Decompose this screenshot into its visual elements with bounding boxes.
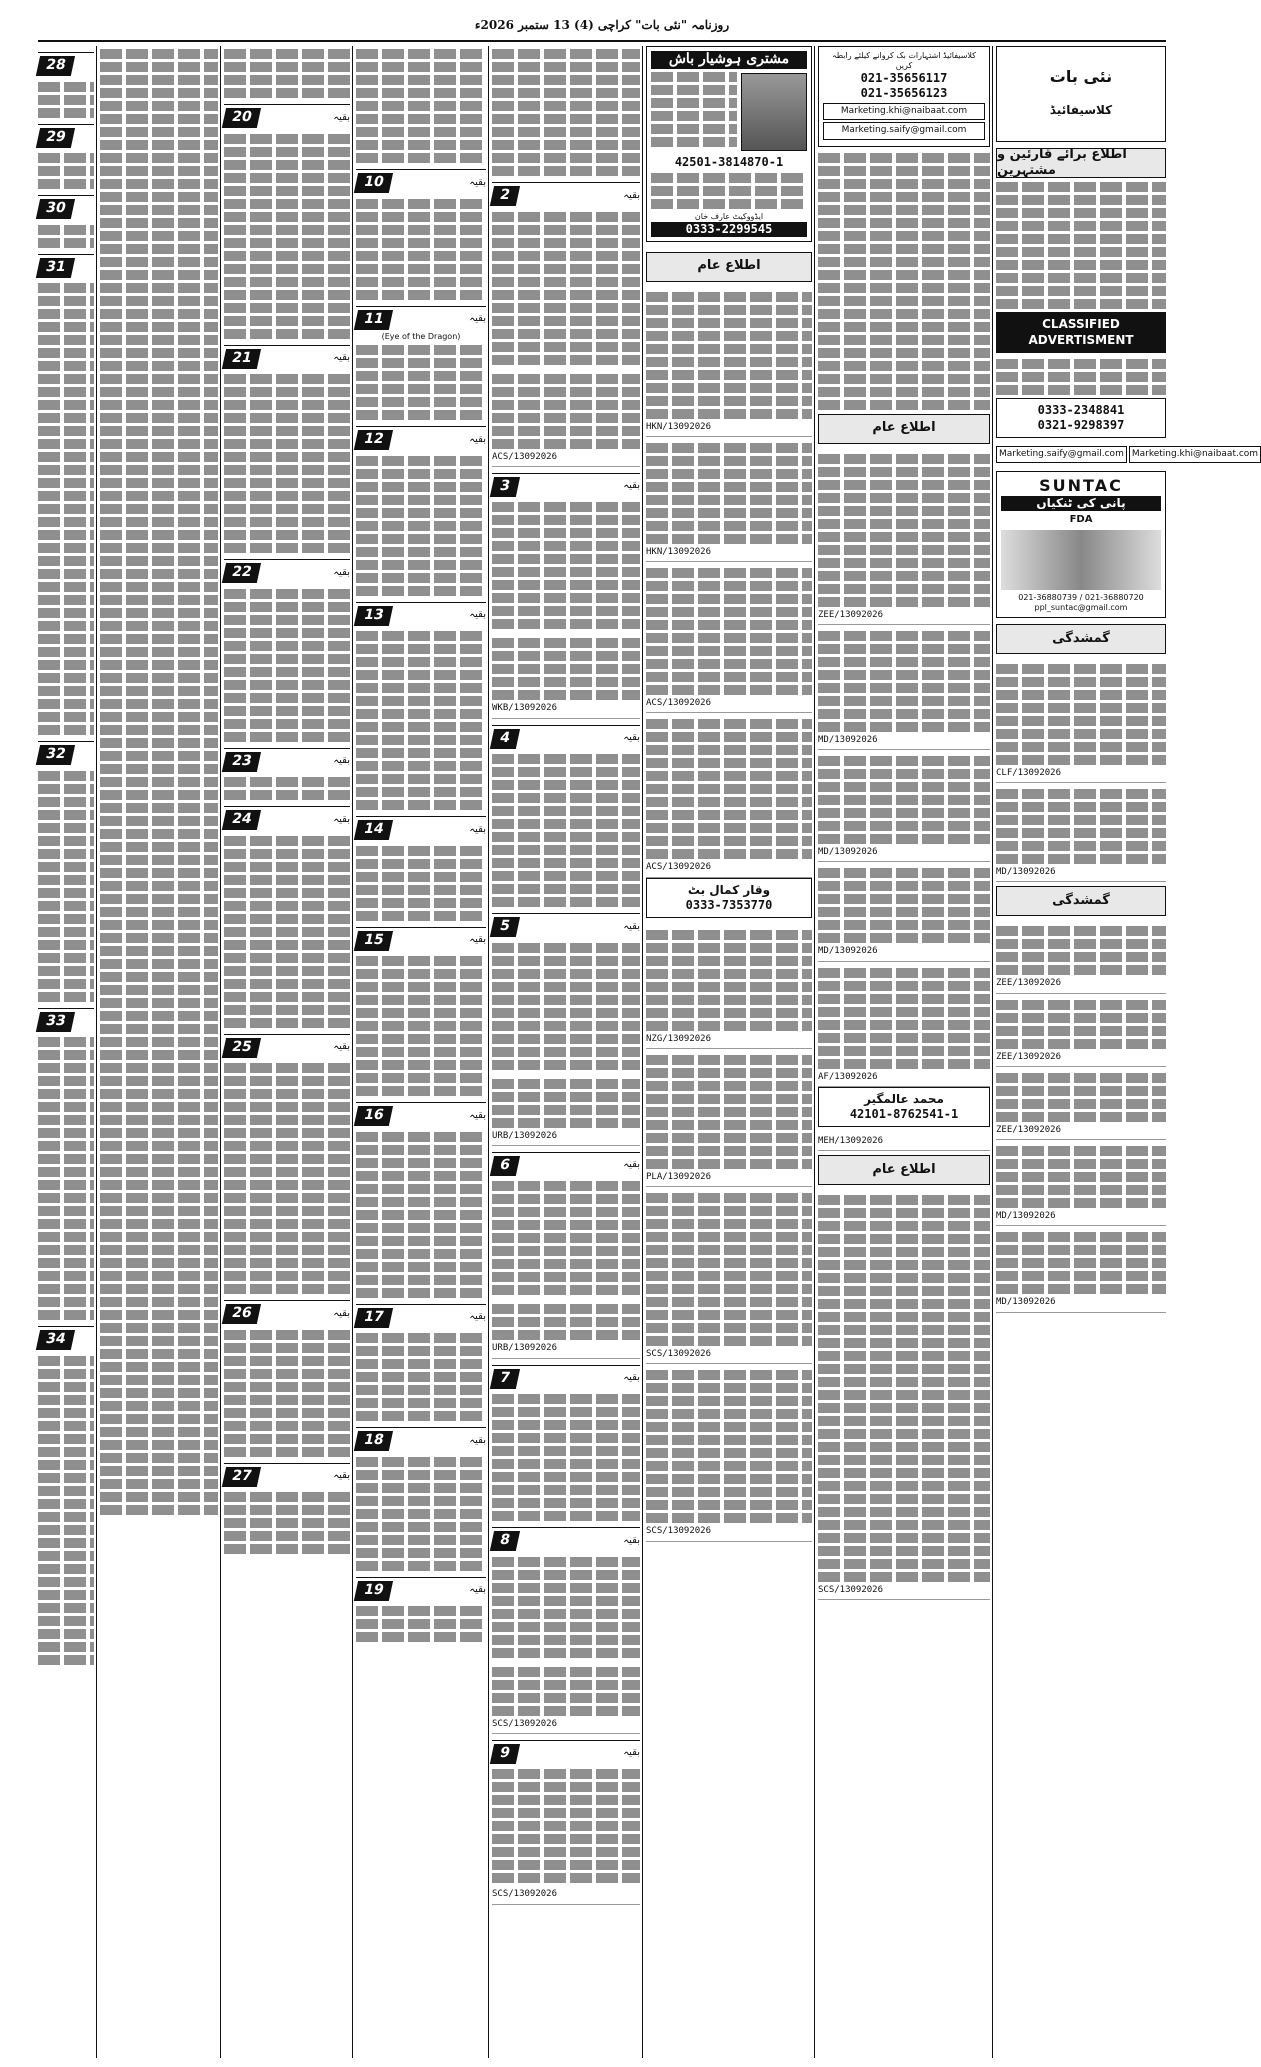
continued-marker [356, 602, 486, 629]
notice-item [996, 1067, 1166, 1140]
brand-name: نئی بات [1049, 67, 1113, 86]
notice-item [492, 1661, 640, 1734]
notice-item [818, 862, 990, 961]
continued-number: 11 [354, 310, 394, 330]
continued-number: 24 [222, 810, 262, 830]
continued-number: 23 [222, 752, 262, 772]
notice-ref: SCS/13092026 [646, 1526, 712, 1537]
continued-label: بقیہ [469, 433, 486, 445]
notice-item [818, 1189, 990, 1600]
continued-marker [224, 1463, 350, 1490]
notice-ref: ZEE/13092026 [818, 609, 884, 620]
continued-label: بقیہ [469, 934, 486, 945]
suntac-web: ppl_suntac@gmail.com [1034, 602, 1128, 612]
lawyer-phone: 0333-7353770 [685, 897, 773, 912]
article-text [38, 771, 94, 1002]
column-continued-5 [356, 46, 486, 2058]
article-text [224, 836, 350, 1028]
continued-marker [356, 1102, 486, 1129]
column-rule [992, 46, 993, 2058]
continued-marker [492, 1152, 640, 1179]
notice-ref: ZEE/13092026 [996, 1051, 1062, 1062]
continued-marker [38, 52, 94, 79]
article-text [38, 283, 94, 735]
classified-heading-text: CLASSIFIED ADVERTISMENT [1028, 317, 1134, 347]
notice-ref: CLF/13092026 [996, 767, 1062, 778]
continued-label: بقیہ [469, 313, 486, 324]
continued-label: بقیہ [333, 1307, 350, 1319]
continued-label: بقیہ [623, 732, 640, 743]
article-text [38, 1356, 94, 1665]
continued-marker [356, 1577, 486, 1604]
article-text [38, 153, 94, 189]
continued-label: بقیہ [623, 1747, 640, 1759]
continued-marker [224, 559, 350, 586]
notice-item [646, 1187, 812, 1364]
continued-number: 10 [354, 173, 394, 193]
continued-number: 21 [222, 349, 262, 369]
continued-number: 27 [222, 1467, 262, 1487]
notice-ref: SCS/13092026 [818, 1585, 884, 1595]
buyer-beware-phone: 0333-2299545 [651, 222, 807, 237]
suntac-logo: SUNTAC [1039, 476, 1123, 496]
continued-number: 29 [36, 128, 76, 148]
notice-ref: MD/13092026 [818, 847, 878, 857]
article-text [100, 49, 218, 1515]
name-block-cnic: 42101-8762541-1 [849, 1106, 959, 1121]
article-text [38, 225, 94, 248]
notice-ref: ZEE/13092026 [996, 1124, 1062, 1135]
continued-marker [224, 748, 350, 775]
article-text [492, 212, 640, 365]
continued-label: بقیہ [623, 1159, 640, 1171]
continued-marker [492, 1740, 640, 1767]
notice-item [646, 437, 812, 562]
column-continued-4 [492, 46, 640, 2058]
notice-ref: AF/13092026 [818, 1071, 878, 1082]
notice-ref: PLA/13092026 [646, 1171, 712, 1182]
notice-ref: URB/13092026 [492, 1130, 558, 1141]
continued-number: 26 [222, 1304, 262, 1324]
notice-item [996, 920, 1166, 993]
continued-marker [224, 1034, 350, 1061]
suntac-fda: FDA [1069, 514, 1093, 526]
continued-label: بقیہ [333, 352, 350, 363]
article-text [356, 631, 486, 810]
continued-marker [38, 741, 94, 768]
article-text [224, 1330, 350, 1457]
article-text [356, 956, 486, 1096]
column-rule [814, 46, 815, 2058]
article-text [492, 1769, 640, 1883]
column-classified-header [996, 46, 1259, 2058]
notice-ref: HKN/13092026 [646, 546, 712, 557]
article-text [356, 199, 486, 300]
contact-email-1: Marketing.khi@naibaat.com [823, 103, 985, 120]
buyer-beware-pin: 42501-3814870-1 [674, 154, 784, 169]
notice-ref: HKN/13092026 [646, 421, 712, 432]
column-rule [642, 46, 643, 2058]
suntac-sub: پانی کی ٹنکیاں [1001, 496, 1161, 511]
notice-item [646, 1364, 812, 1541]
article-text [224, 777, 350, 800]
continued-number: 17 [354, 1308, 394, 1328]
continued-label: بقیہ [333, 813, 350, 825]
continued-marker [224, 104, 350, 131]
continued-label: بقیہ [623, 189, 640, 201]
continued-marker [38, 1008, 94, 1035]
buyer-beware-text [651, 69, 737, 155]
general-title: اطلاع عام [818, 1155, 990, 1185]
notice-ref: ZEE/13092026 [996, 978, 1062, 989]
contact-block [818, 46, 990, 147]
notice-title: اطلاع برائے قارئین و مشتہرین [996, 148, 1166, 178]
continued-label: بقیہ [469, 823, 486, 835]
notice-item [492, 368, 640, 467]
continued-label: بقیہ [333, 111, 350, 123]
notice-ref: WKB/13092026 [492, 703, 558, 714]
classified-phone-1: 0333-2348841 [1037, 403, 1125, 417]
article-text [356, 345, 486, 420]
article-text [492, 502, 640, 629]
article-text [224, 134, 350, 339]
article-text [38, 1037, 94, 1320]
continued-marker [492, 182, 640, 209]
notice-item [996, 1226, 1166, 1312]
general-title: اطلاع عام [818, 414, 990, 444]
article-text [356, 1333, 486, 1421]
notice-item [646, 1049, 812, 1187]
continued-number: 25 [222, 1038, 262, 1058]
continued-label: بقیہ [469, 1434, 486, 1446]
notice-item [492, 632, 640, 718]
continued-number: 3 [490, 477, 520, 497]
article-text [356, 1457, 486, 1571]
continued-marker [492, 913, 640, 940]
section-title: کلاسیفائیڈ [1049, 103, 1113, 117]
article-text [356, 456, 486, 596]
tank-image [1001, 530, 1161, 590]
continued-marker [224, 345, 350, 372]
continued-number: 32 [36, 745, 76, 765]
notice-ref: MD/13092026 [996, 1211, 1056, 1221]
article-text [492, 943, 640, 1070]
advocate-photo [741, 73, 807, 151]
continued-label: بقیہ [333, 566, 350, 578]
article-text [38, 82, 94, 118]
article-text [492, 1394, 640, 1521]
article-text [492, 754, 640, 907]
buyer-beware-heading: مشتری ہوشیار باش [651, 51, 807, 69]
column-rule [96, 46, 97, 2058]
continued-marker [224, 1300, 350, 1327]
notice-item [646, 562, 812, 713]
buyer-beware-ad [646, 46, 812, 242]
column-notices-2 [818, 46, 990, 2058]
continued-number: 6 [490, 1156, 520, 1176]
continued-number: 13 [354, 606, 394, 626]
continued-marker [492, 473, 640, 500]
notice-item [492, 1298, 640, 1358]
loss-title: گمشدگی [996, 624, 1166, 654]
notice-ref: SCS/13092026 [492, 1718, 558, 1729]
notice-item [818, 962, 990, 1087]
classified-phone-2: 0321-9298397 [1037, 418, 1125, 432]
contact-phone-1: 021-35656117 [860, 71, 948, 85]
notice-item [996, 1140, 1166, 1226]
continued-marker [224, 806, 350, 833]
continued-number: 15 [354, 931, 394, 951]
article-text [224, 374, 350, 553]
continued-number: 16 [354, 1106, 394, 1126]
continued-marker [38, 254, 94, 281]
continued-marker [356, 927, 486, 954]
continued-marker [356, 816, 486, 843]
notice-ref: MD/13092026 [996, 1297, 1056, 1308]
classified-heading [996, 312, 1166, 353]
general-title: اطلاع عام [646, 252, 812, 282]
continued-marker [492, 1365, 640, 1392]
notice-item [818, 625, 990, 750]
name-block-name: محمد عالمگیر [864, 1091, 944, 1106]
notice-ref: URB/13092026 [492, 1343, 558, 1354]
article-text [224, 1492, 350, 1554]
masthead [38, 18, 1166, 42]
column-rule [488, 46, 489, 2058]
masthead-text: روزنامہ "نئی بات" کراچی (4) 13 ستمبر 2026ء [474, 18, 730, 32]
notice-item [818, 448, 990, 625]
classified-phones [996, 398, 1166, 438]
email-left: Marketing.saify@gmail.com [996, 446, 1127, 463]
article-text [224, 589, 350, 742]
column-continued-6 [224, 46, 350, 2058]
notice-item [646, 924, 812, 1049]
continued-marker [492, 1527, 640, 1554]
notice-ref: MD/13092026 [996, 867, 1056, 877]
continued-number: 22 [222, 563, 262, 583]
contact-email-2: Marketing.saify@gmail.com [823, 122, 985, 139]
continued-label: بقیہ [469, 1109, 486, 1121]
continued-number: 20 [222, 108, 262, 128]
contact-phone-2: 021-35656123 [860, 86, 948, 100]
continued-label: بقیہ [623, 1534, 640, 1546]
notice-item [996, 783, 1166, 882]
column-rule [220, 46, 221, 2058]
article-text [356, 1132, 486, 1298]
article-text [356, 846, 486, 921]
notice-item [818, 750, 990, 862]
notice-ref: ACS/13092026 [646, 862, 712, 873]
article-text [492, 1181, 640, 1295]
continued-number: 19 [354, 1581, 394, 1601]
notice-item [646, 286, 812, 437]
continued-number: 30 [36, 199, 76, 219]
suntac-phone: 021-36880739 / 021-36880720 [1018, 592, 1144, 602]
continued-label: بقیہ [333, 1470, 350, 1481]
continued-label: بقیہ [469, 176, 486, 188]
brand-logo [1001, 51, 1161, 103]
email-right: Marketing.khi@naibaat.com [1129, 446, 1261, 463]
notice-ref: MD/13092026 [818, 734, 878, 745]
continued-label: بقیہ [469, 1311, 486, 1322]
continued-marker [356, 1304, 486, 1331]
continued-number: 2 [490, 186, 520, 206]
continued-number: 33 [36, 1012, 76, 1032]
continued-number: 4 [490, 729, 520, 749]
column-continued-8 [38, 46, 94, 2058]
continued-number: 28 [36, 56, 76, 76]
notice-item [996, 994, 1166, 1067]
column-continued-7 [100, 46, 218, 2058]
notice-ref: MEH/13092026 [818, 1135, 884, 1146]
continued-marker [38, 124, 94, 151]
eye-dragon: (Eye of the Dragon) [381, 332, 461, 341]
advocate-name: ایڈووکیٹ عارف خان [694, 211, 764, 221]
notice-ref: ACS/13092026 [646, 698, 712, 708]
notice-ref: SCS/13092026 [646, 1349, 712, 1359]
loss-title: گمشدگی [996, 886, 1166, 916]
continued-label: بقیہ [333, 755, 350, 766]
notice-ref: MD/13092026 [818, 946, 878, 957]
email-bar [996, 444, 1259, 465]
notice-ref: ACS/13092026 [492, 451, 558, 462]
continued-number: 7 [490, 1369, 520, 1389]
article-text [224, 1063, 350, 1294]
notice-text [996, 182, 1166, 309]
notice-item [492, 1073, 640, 1146]
newspaper-page [38, 18, 1259, 2058]
continued-label: بقیہ [623, 1372, 640, 1383]
column-rule [352, 46, 353, 2058]
buyer-beware-text-2 [651, 173, 807, 209]
continued-number: 18 [354, 1431, 394, 1451]
suntac-ad [996, 471, 1166, 618]
continued-marker [492, 725, 640, 752]
article-text [492, 1557, 640, 1658]
lawyer-block [646, 878, 812, 918]
notice-text [818, 153, 990, 410]
classified-text [996, 359, 1166, 395]
continued-marker [38, 1326, 94, 1353]
continued-marker [356, 306, 486, 333]
continued-number: 14 [354, 820, 394, 840]
notice-item [646, 713, 812, 877]
notice-item [492, 1886, 640, 1904]
article-text [224, 49, 350, 98]
name-block [818, 1087, 990, 1127]
continued-marker [38, 195, 94, 222]
notice-ref: NZG/13092026 [646, 1033, 712, 1044]
continued-number: 5 [490, 917, 520, 937]
contact-label: کلاسیفائیڈ اشتہارات بک کروانے کیلئے رابطہ کریں [832, 51, 976, 70]
lawyer-name: وقار کمال بٹ [687, 882, 771, 897]
continued-number: 31 [36, 258, 76, 278]
continued-label: بقیہ [469, 1584, 486, 1595]
continued-marker [356, 169, 486, 196]
continued-marker [356, 426, 486, 453]
notice-item [996, 658, 1166, 783]
continued-marker [356, 1427, 486, 1454]
continued-label: بقیہ [469, 609, 486, 620]
notice-ref: SCS/13092026 [492, 1889, 558, 1900]
article-text [492, 49, 640, 176]
article-text [356, 1606, 486, 1642]
column-notices-3 [646, 46, 812, 2058]
continued-label: بقیہ [623, 480, 640, 492]
continued-number: 12 [354, 430, 394, 450]
continued-number: 9 [490, 1744, 520, 1764]
continued-label: بقیہ [623, 920, 640, 932]
continued-number: 8 [490, 1531, 520, 1551]
article-text [356, 49, 486, 163]
continued-number: 34 [36, 1330, 76, 1350]
brand-block [996, 46, 1166, 142]
notice-item [818, 1133, 990, 1151]
continued-label: بقیہ [333, 1041, 350, 1052]
